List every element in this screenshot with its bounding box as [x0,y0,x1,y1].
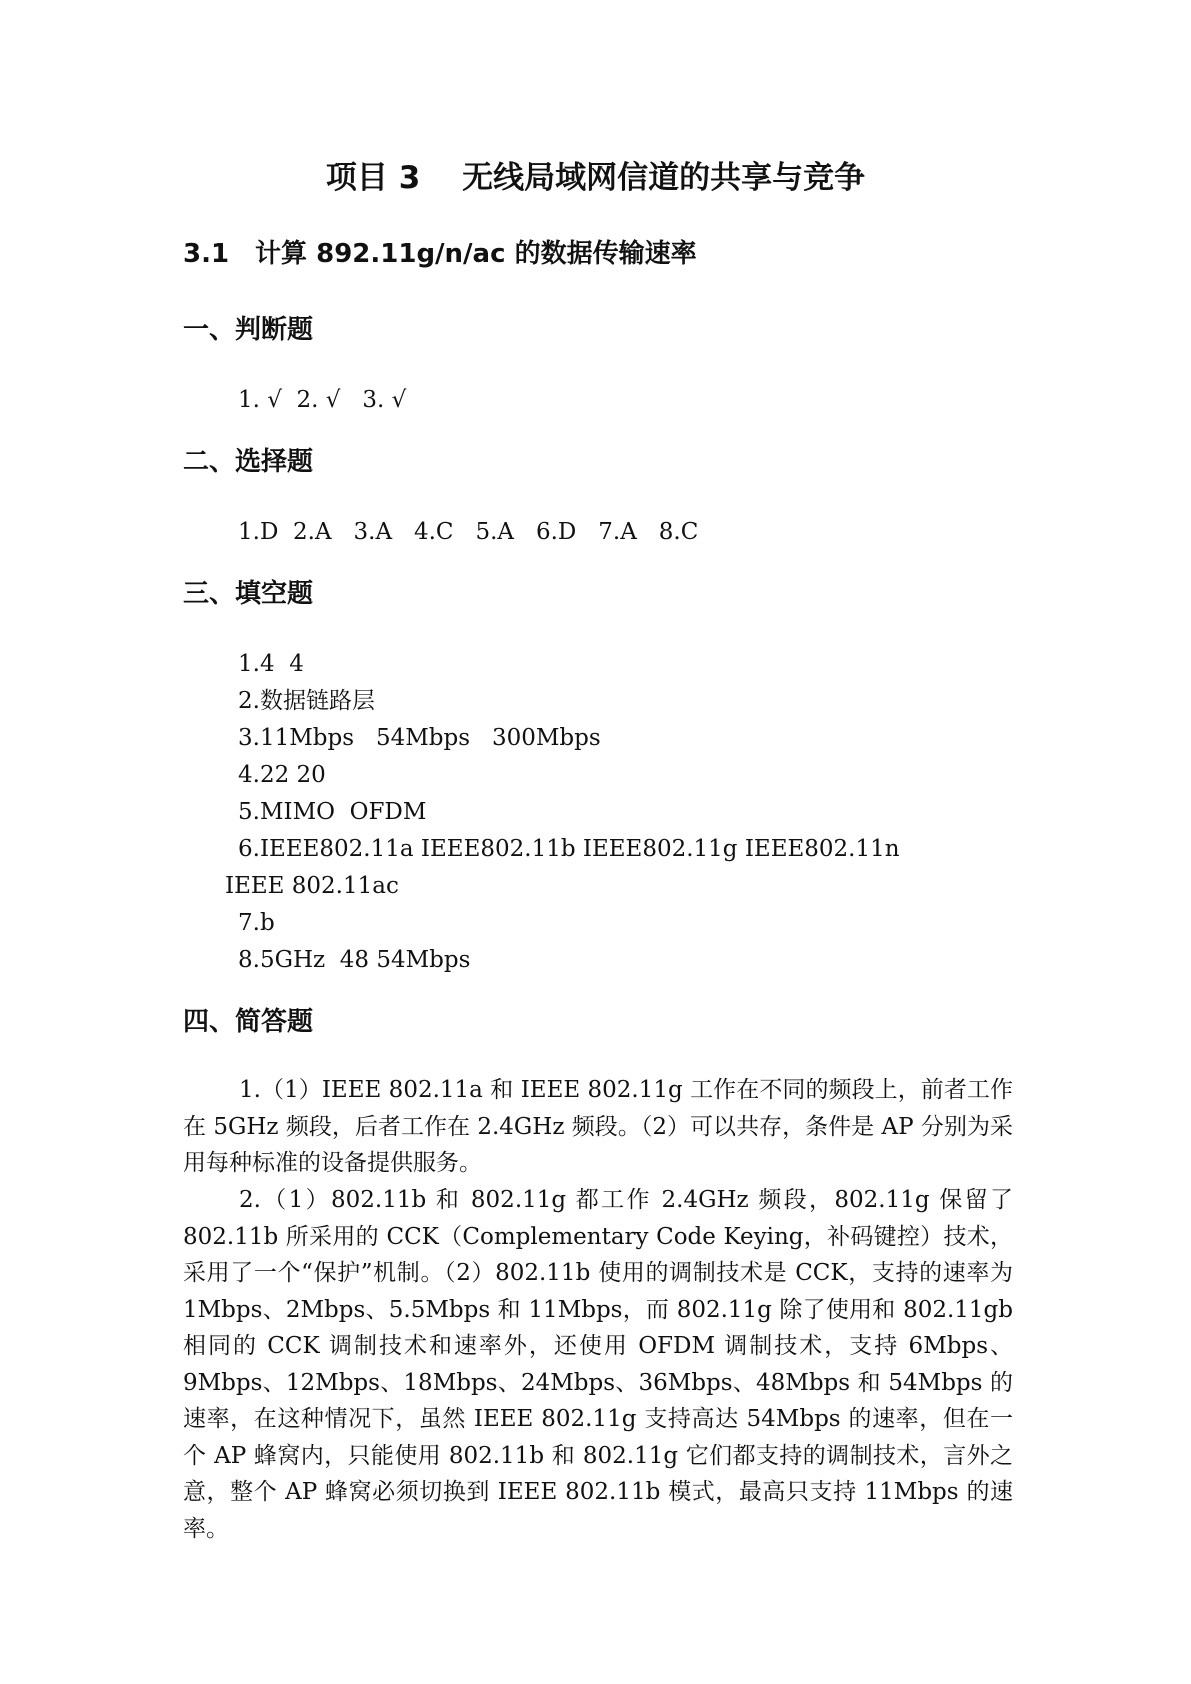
heading-fill-blank: 三、填空题 [183,579,314,609]
answer-line: 8.5GHz 48 54Mbps [238,947,471,973]
answer-line: 1. √ 2. √ 3. √ [238,387,407,413]
answer-line: IEEE 802.11ac [225,873,399,899]
answer-paragraph: 1.（1）IEEE 802.11a 和 IEEE 802.11g 工作在不同的频段上，前者工作在 5GHz 频段，后者工作在 2.4GHz 频段。（2）可以共存，条件是 AP 分别为采用每种标准的设备提供服务。 [183,1077,1013,1176]
heading-short-answer: 四、简答题 [183,1007,314,1037]
section-subtitle: 3.1 计算 892.11g/n/ac 的数据传输速率 [183,239,697,269]
answer-line: 4.22 20 [238,762,326,788]
answer-line: 1.D 2.A 3.A 4.C 5.A 6.D 7.A 8.C [238,519,699,545]
answer-line: 7.b [238,910,275,936]
heading-multiple-choice: 二、选择题 [183,447,314,477]
page-title: 项目 3 无线局域网信道的共享与竞争 [325,160,866,196]
answer-line: 5.MIMO OFDM [238,799,427,825]
answer-line: 1.4 4 [238,651,304,677]
answer-line: 2.数据链路层 [238,688,375,714]
answer-paragraph: 2.（1）802.11b 和 802.11g 都工作 2.4GHz 频段，802.11g 保留了 802.11b 所采用的 CCK（Complementary Code Keying，补码键控）技术，采用了一个“保护”机制。（2）802.11b 使用的调制技术是 CCK，支持的速率为 1Mbps、2Mbps、5.5Mbps 和 11Mbps，而 802.11g 除了使用和 802.11gb 相同的 CCK 调制技术和速率外，还使用 OFDM 调制技术，支持 6Mbps、9Mbps、12Mbps、18Mbps、24Mbps、36Mbps、48Mbps 和 54Mbps 的速率，在这种情况下，虽然 IEEE 802.11g 支持高达 54Mbps 的速率，但在一个 AP 蜂窝内，只能使用 802.11b 和 802.11g 它们都支持的调制技术，言外之意，整个 AP 蜂窝必须切换到 IEEE 802.11b 模式，最高只支持 11Mbps 的速率。 [183,1187,1013,1542]
answer-line: 3.11Mbps 54Mbps 300Mbps [238,725,601,751]
heading-true-false: 一、判断题 [183,315,314,345]
answer-line: 6.IEEE802.11a IEEE802.11b IEEE802.11g IEEE802.11n [238,836,900,862]
